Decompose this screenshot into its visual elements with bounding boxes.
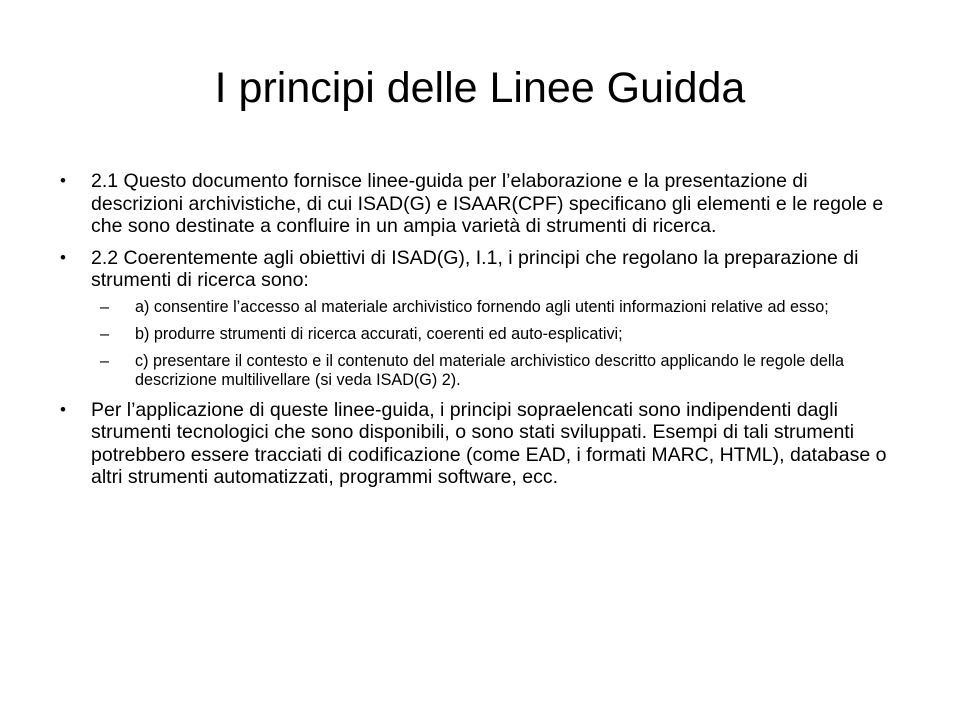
bullet-item [60,398,896,489]
bullet-icon: • [60,247,66,267]
sub-bullet-item [91,325,896,344]
sub-bullet-item [91,298,896,317]
sub-bullet-text: a) consentire l’accesso al materiale archivistico fornendo agli utenti informazioni relative ad esso; [135,297,829,316]
sub-bullet-list [91,298,896,390]
sub-bullet-item [91,352,896,390]
bullet-item [60,246,896,390]
bullet-list [60,170,896,489]
dash-icon: – [100,324,110,343]
bullet-text: Per l’applicazione di queste linee-guida, i principi sopraelencati sono indipendenti dagli strumenti tecnologici che sono disponibili, o sono stati sviluppati. Esempi di tali strumenti potrebbero essere tracciati di codificazione (come EAD, i formati MARC, HTML), database o altri strumenti automatizzati, programmi software, ecc. [91,398,887,488]
bullet-text: 2.2 Coerentemente agli obiettivi di ISAD(G), I.1, i principi che regolano la preparazione di strumenti di ricerca sono: [91,246,859,291]
dash-icon: – [100,351,110,370]
dash-icon: – [100,297,110,316]
slide-title: I principi delle Linee Guidda [214,64,746,112]
bullet-icon: • [60,399,66,419]
bullet-text: 2.1 Questo documento fornisce linee-guida per l’elaborazione e la presentazione di descrizioni archivistiche, di cui ISAD(G) e ISAAR(CPF) specificano gli elementi e le regole e che sono destinate a confluire in un ampia varietà di strumenti di ricerca. [91,170,884,237]
slide-body [60,170,896,498]
sub-bullet-text: b) produrre strumenti di ricerca accurati, coerenti ed auto-esplicativi; [135,324,623,343]
sub-bullet-text: c) presentare il contesto e il contenuto del materiale archivistico descritto applicando le regole della descrizione multilivellare (si veda ISAD(G) 2). [135,351,845,389]
bullet-icon: • [60,171,66,190]
bullet-item [60,170,896,238]
